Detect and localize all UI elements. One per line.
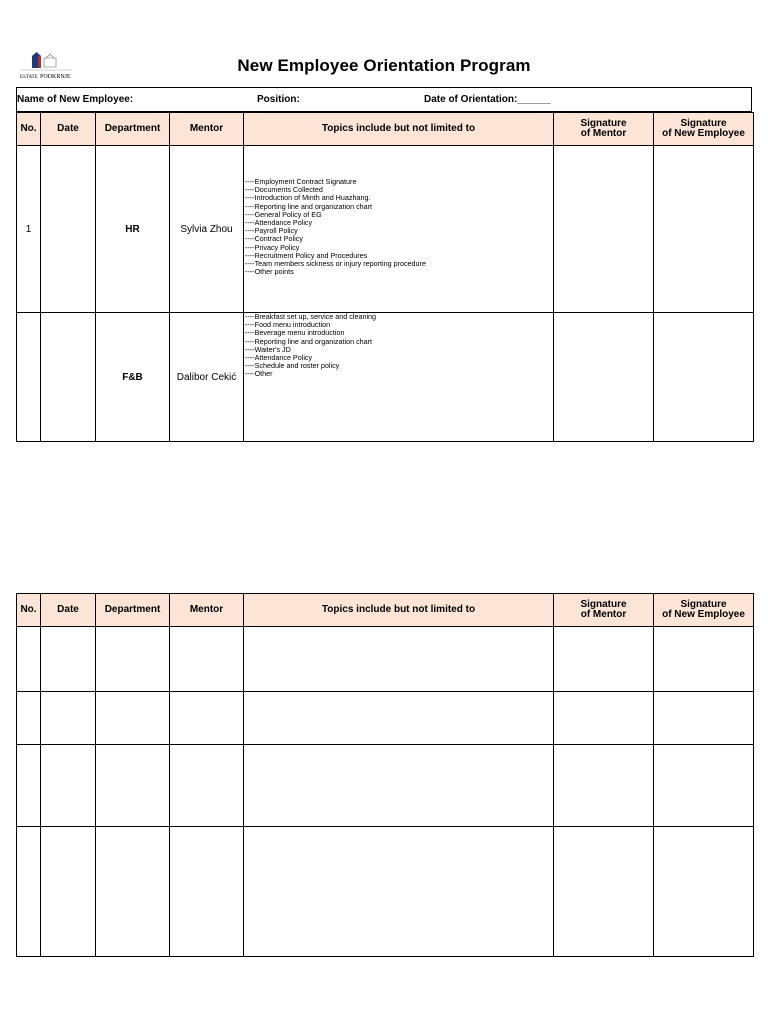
row-date[interactable] <box>41 146 96 313</box>
row-mentor: Sylvia Zhou <box>170 146 244 313</box>
table-row <box>17 627 754 692</box>
topic-item: ----Team members sickness or injury reporting procedure <box>245 259 426 269</box>
empty-cell[interactable] <box>654 745 754 827</box>
empty-cell[interactable] <box>244 627 554 692</box>
empty-cell[interactable] <box>244 692 554 745</box>
topic-item: ----Beverage menu introduction <box>245 328 345 338</box>
topic-item: ----Breakfast set up, service and cleaning <box>245 312 377 321</box>
table-row <box>17 827 754 957</box>
empty-cell[interactable] <box>41 692 96 745</box>
table-row <box>17 313 754 442</box>
employee-signature-cell[interactable] <box>654 313 754 442</box>
topic-item: ----Waiter's JD <box>245 344 291 354</box>
topic-item: ----Recruitment Policy and Procedures <box>245 250 368 260</box>
row-mentor: Dalibor Cekić <box>170 313 244 442</box>
empty-cell[interactable] <box>41 745 96 827</box>
empty-cell[interactable] <box>96 692 170 745</box>
empty-cell[interactable] <box>41 627 96 692</box>
col-no: No. <box>17 594 41 627</box>
logo-name-text: PODKRNJE <box>40 74 71 80</box>
empty-cell[interactable] <box>17 745 41 827</box>
row-topics <box>244 313 554 442</box>
topic-item: ----Payroll Policy <box>245 226 298 236</box>
topic-item: ----Food menu introduction <box>245 320 331 330</box>
topic-item: ----Attendance Policy <box>245 353 313 363</box>
empty-cell[interactable] <box>554 745 654 827</box>
mentor-signature-cell[interactable] <box>554 146 654 313</box>
empty-cell[interactable] <box>96 627 170 692</box>
col-signature-employee: Signature of New Employee <box>654 113 754 146</box>
empty-cell[interactable] <box>96 827 170 957</box>
topic-item: ----Introduction of Minth and Huazhang. <box>245 193 371 203</box>
row-topics <box>244 146 554 313</box>
topic-item: ----Contract Policy <box>245 234 303 244</box>
topic-item: ----Employment Contract Signature <box>245 177 357 186</box>
empty-cell[interactable] <box>17 692 41 745</box>
col-topics: Topics include but not limited to <box>244 594 554 627</box>
employee-signature-cell[interactable] <box>654 146 754 313</box>
col-department: Department <box>96 113 170 146</box>
row-department: HR <box>96 146 170 313</box>
empty-cell[interactable] <box>554 827 654 957</box>
table-row <box>17 146 754 313</box>
topics-list <box>245 313 553 379</box>
empty-cell[interactable] <box>170 827 244 957</box>
page-title: New Employee Orientation Program <box>237 56 531 75</box>
empty-cell[interactable] <box>244 745 554 827</box>
orientation-table-1 <box>16 112 754 442</box>
row-department: F&B <box>96 313 170 442</box>
topic-item: ----Reporting line and organization chart <box>245 336 373 346</box>
col-date: Date <box>41 594 96 627</box>
empty-cell[interactable] <box>17 627 41 692</box>
empty-cell[interactable] <box>170 692 244 745</box>
col-department: Department <box>96 594 170 627</box>
col-signature-mentor: Signature of Mentor <box>554 594 654 627</box>
col-topics: Topics include but not limited to <box>244 113 554 146</box>
topic-item: ----Documents Collected <box>245 185 323 195</box>
empty-cell[interactable] <box>244 827 554 957</box>
empty-cell[interactable] <box>654 627 754 692</box>
empty-cell[interactable] <box>96 745 170 827</box>
employee-info-row <box>16 87 752 112</box>
row-date[interactable] <box>41 313 96 442</box>
empty-cell[interactable] <box>170 745 244 827</box>
topic-item: ----Reporting line and organization chart <box>245 201 373 211</box>
empty-cell[interactable] <box>654 827 754 957</box>
mentor-signature-cell[interactable] <box>554 313 654 442</box>
col-mentor: Mentor <box>170 594 244 627</box>
table-row <box>17 692 754 745</box>
topic-item: ----Other points <box>245 267 294 277</box>
topic-item: ----Attendance Policy <box>245 218 313 228</box>
col-signature-mentor: Signature of Mentor <box>554 113 654 146</box>
empty-cell[interactable] <box>170 627 244 692</box>
table-row <box>17 745 754 827</box>
empty-cell[interactable] <box>554 692 654 745</box>
empty-cell[interactable] <box>17 827 41 957</box>
empty-cell[interactable] <box>41 827 96 957</box>
position-label: Position: <box>257 94 300 105</box>
name-label: Name of New Employee: <box>17 94 134 105</box>
empty-cell[interactable] <box>554 627 654 692</box>
topic-item: ----Other <box>245 369 273 379</box>
empty-cell[interactable] <box>654 692 754 745</box>
topic-item: ----Schedule and roster policy <box>245 361 340 371</box>
date-of-orientation-label: Date of Orientation:______ <box>424 94 551 105</box>
col-mentor: Mentor <box>170 113 244 146</box>
topics-list <box>245 178 553 276</box>
orientation-table-2 <box>16 593 754 957</box>
topic-item: ----General Policy of EG <box>245 209 322 219</box>
col-no: No. <box>17 113 41 146</box>
col-date: Date <box>41 113 96 146</box>
row-no: 1 <box>17 146 41 313</box>
topic-item: ----Privacy Policy <box>245 242 300 252</box>
row-no <box>17 313 41 442</box>
logo-estate-text: ESTATE <box>20 75 38 80</box>
col-signature-employee: Signature of New Employee <box>654 594 754 627</box>
